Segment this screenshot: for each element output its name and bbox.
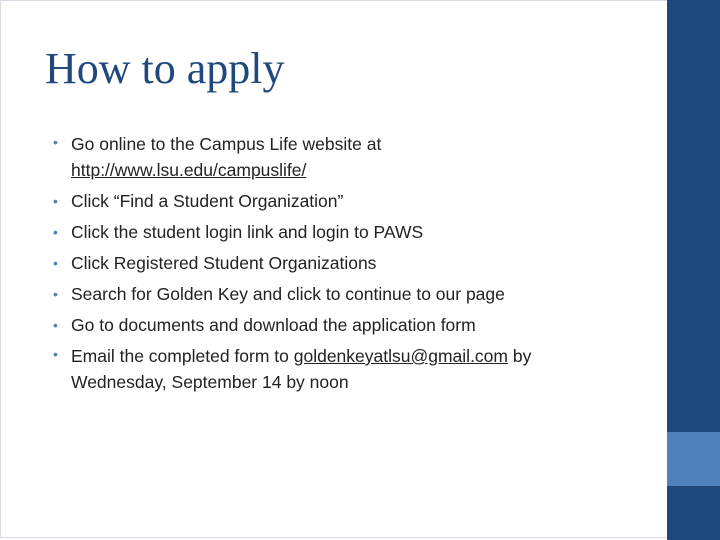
bullet-text: Go online to the Campus Life website at — [71, 134, 382, 154]
bullet-text: Go to documents and download the application form — [71, 315, 476, 335]
bullet-icon: • — [53, 255, 58, 271]
right-band-accent — [667, 432, 720, 486]
bullet-icon: • — [53, 134, 58, 150]
bullet-icon: • — [53, 224, 58, 240]
bullet-item-login — [50, 217, 630, 248]
bullet-text: Click the student login link and login to PAWS — [71, 222, 424, 242]
bullet-icon: • — [53, 317, 58, 333]
bullet-icon: • — [53, 286, 58, 302]
bullet-text: Email the completed form to — [71, 346, 294, 366]
bullet-list — [50, 129, 630, 398]
bullet-text-after: by Wednesday, September 14 by noon — [71, 346, 532, 392]
bullet-item-find-org — [50, 186, 630, 217]
slide-title: How to apply — [45, 44, 285, 93]
bullet-text: Search for Golden Key and click to continue to our page — [71, 284, 505, 304]
email-link[interactable]: goldenkeyatlsu@gmail.com — [293, 346, 508, 366]
bullet-icon: • — [53, 346, 58, 362]
bullet-item-campus-life — [50, 129, 630, 186]
bullet-icon: • — [53, 193, 58, 209]
bullet-text: Click Registered Student Organizations — [71, 253, 377, 273]
bullet-item-documents — [50, 310, 630, 341]
bullet-item-search — [50, 279, 630, 310]
campus-life-link[interactable]: http://www.lsu.edu/campuslife/ — [71, 160, 307, 180]
bullet-item-email — [50, 341, 630, 398]
bullet-item-registered-orgs — [50, 248, 630, 279]
bullet-text: Click “Find a Student Organization” — [71, 191, 344, 211]
